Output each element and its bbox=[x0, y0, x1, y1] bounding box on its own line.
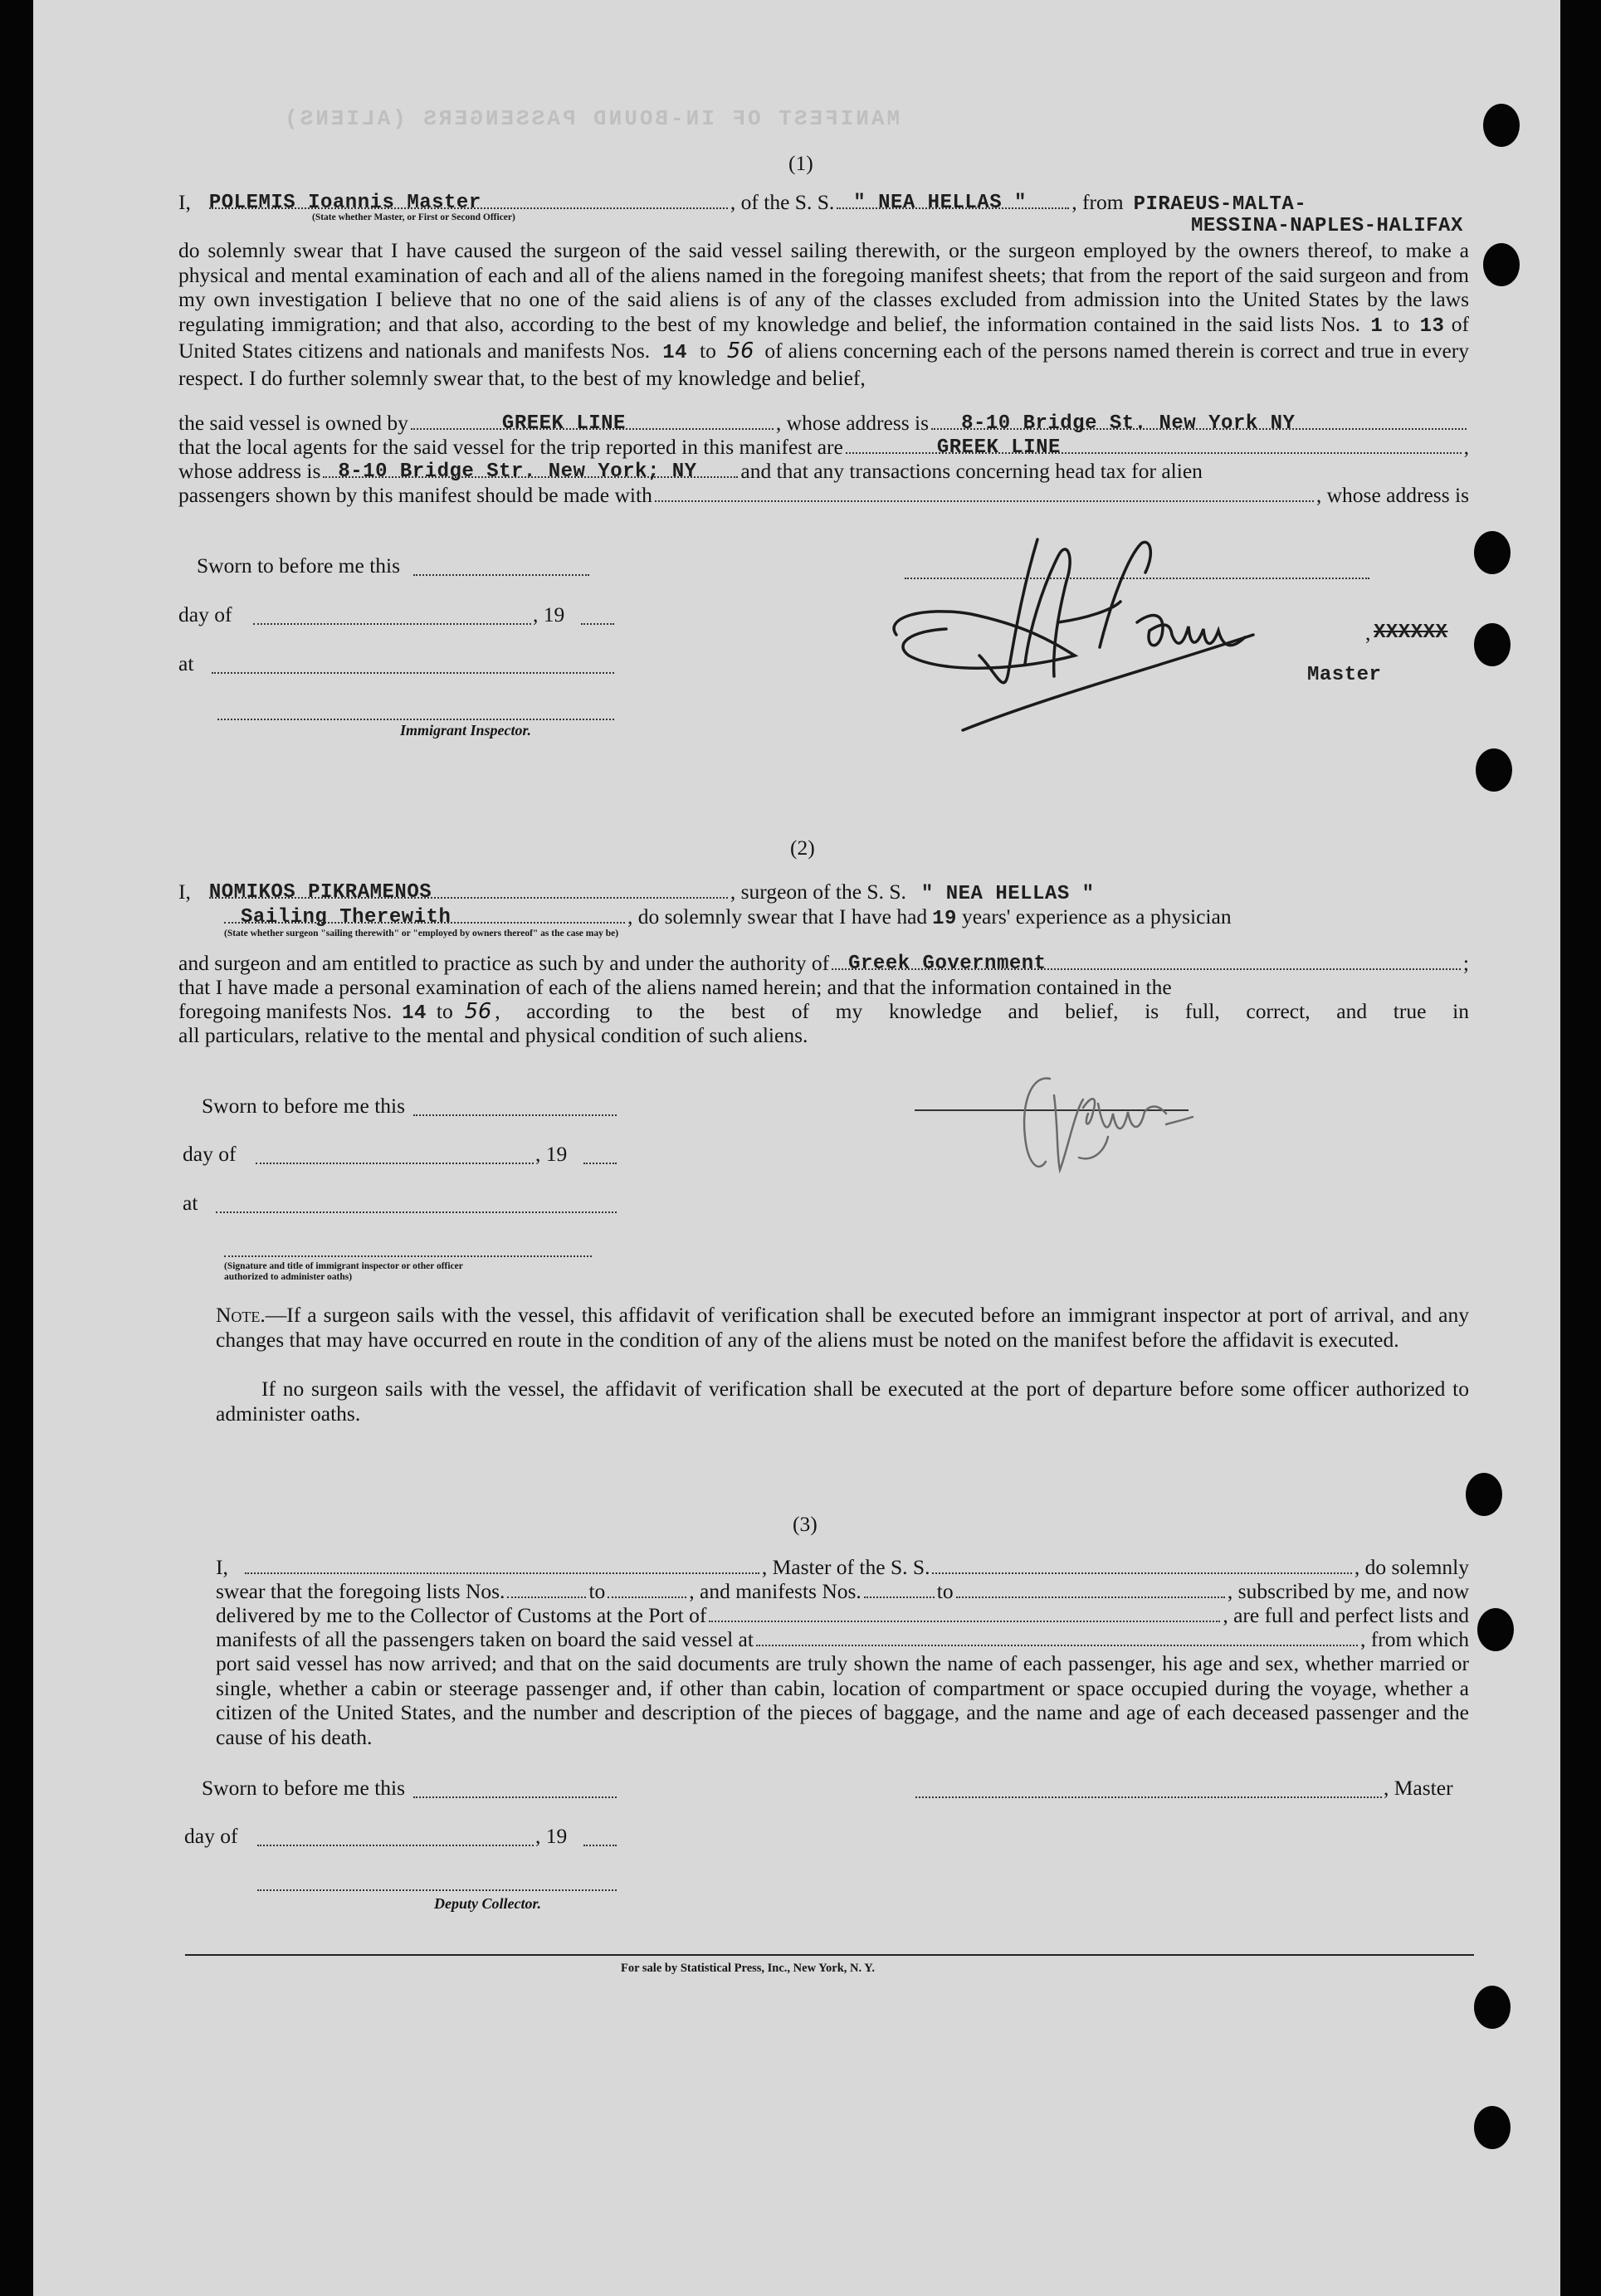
manifests-all-label: manifests of all the passengers taken on board the said vessel at bbox=[216, 1627, 754, 1651]
immigrant-inspector-caption: Immigrant Inspector. bbox=[400, 722, 532, 739]
section-1-header-line bbox=[178, 190, 1469, 215]
year-3-line bbox=[583, 1845, 617, 1846]
punch-hole bbox=[1483, 104, 1520, 147]
section-2-body-text-3: all particulars, relative to the mental and physical condition of such aliens. bbox=[178, 1023, 808, 1047]
authority-label: and surgeon and am entitled to practice as such by and under the authority of bbox=[178, 951, 830, 975]
sworn-3-label: Sworn to before me this bbox=[202, 1776, 406, 1800]
at-1-line bbox=[212, 672, 614, 674]
faint-header: MANIFEST OF IN-BOUND PASSENGERS (ALIENS) bbox=[282, 106, 901, 131]
punch-hole bbox=[1476, 748, 1512, 792]
surgeon-of-label: , surgeon of the S. S. bbox=[730, 880, 906, 904]
head-tax-line bbox=[178, 483, 1469, 508]
head-tax-label: and that any transactions concerning head tax for alien bbox=[740, 459, 1203, 483]
collector-line bbox=[257, 1889, 617, 1891]
owner-line bbox=[178, 411, 1469, 436]
day-of-1-label: day of bbox=[178, 602, 232, 626]
inspector-1-line bbox=[217, 719, 614, 720]
deputy-collector-caption: Deputy Collector. bbox=[434, 1895, 541, 1912]
section-1-body-text: do solemnly swear that I have caused the surgeon of the said vessel sailing therewith, or the surgeon employed by the owners thereof, to make a physical and mental examination of each and all of the aliens named in the foregoing manifest sheets; that from the report of the said surgeon and from my own investigation I believe that no one of the said aliens is of any of the classes excluded from admission into the United States by the laws regulating immigration; and that also, according to the best of my knowledge and belief, the information contained in the said lists Nos. bbox=[178, 238, 1469, 336]
section-2-manifests-to: 56 bbox=[464, 999, 492, 1024]
surgeon-status: Sailing Therewith bbox=[241, 905, 452, 929]
punch-hole bbox=[1466, 1473, 1502, 1516]
authority-line: and surgeon and am entitled to practice as such by and under the authority of Greek Government ; bbox=[178, 951, 1469, 975]
owner-address-label: , whose address is bbox=[775, 411, 930, 435]
agents-label: that the local agents for the said vessel for the trip reported in this manifest are bbox=[178, 435, 843, 459]
voyage-from-continued: MESSINA-NAPLES-HALIFAX bbox=[1191, 215, 1463, 237]
swear-lists-label: swear that the foregoing lists Nos. bbox=[216, 1579, 505, 1603]
manifests-from: 14 bbox=[662, 342, 688, 364]
section-3-to-label-2: to bbox=[936, 1579, 954, 1603]
section-3-number: (3) bbox=[793, 1512, 818, 1536]
punch-hole bbox=[1474, 531, 1511, 574]
agents-address-line bbox=[178, 459, 1469, 484]
at-2-line bbox=[216, 1211, 617, 1213]
from-which-label: , from which bbox=[1359, 1627, 1469, 1651]
master-3-line bbox=[915, 1796, 1382, 1798]
years-experience: 19 bbox=[932, 908, 957, 930]
section-2-to-label: to bbox=[436, 999, 453, 1023]
section-2-body bbox=[178, 975, 1469, 1000]
manifest-page: MANIFEST OF IN-BOUND PASSENGERS (ALIENS) (1) I, POLEMIS Ioannis Master , of the S. S. " NEA HELLAS " , from PIRAEUS-MALTA- (State whether Master, or First or Second Officer) MESSINA-NAPLES-HALIFAX do solemnly swear that I have caused the surgeon of the said vessel sailing therewith, or the surgeon employed by the owners thereof, to make a physical and mental examination of each and all of the aliens named in the foregoing manifest sheets; that from the report of the said surgeon and from my own investigation I believe that no one of the said aliens is of any of the classes excluded from admission into the United States by the laws regulating immigration; and that also, according to the best of my knowledge and belief, the information contained in the said lists Nos. 1 to 13 of United States citizens and nationals and manifests Nos. 14 to 56 of aliens concerning each of the persons named therein is correct and true in every respect. I do further solemnly swear that, to the best of my knowledge and belief, the said vessel is owned by GREEK LINE , whose address is 8-10 Bridge St. New York NY that the local agents for the said vessel for the trip reported in this manifest are GREEK LINE , whose address is 8-10 Bridge Str. New York; NY and that any transactions concerning head tax for alien passengers shown by this manifest should be made with , whose address is Sworn to before me this day of , 19 at Immigrant Inspector. , XXXXXX Master (2) I, NOMIKOS PIKRAMENOS , surgeon of the S. S. " NEA HELLAS " Sailing Therewith , do solemnly swear that I have had 19 years' experience as a physician (State whether surgeon "sailing therewith" or "employed by owners thereof" as the case may be) and surgeon and am entitled to practice as such by and under the authority of Greek Government ; that I have made a personal examination of each of the aliens named herein; and that the information contained in the foregoing manifests Nos. 14 to 56 , according to the best of my knowledge and belief, is full, correct, and true in all particulars, relative to the mental and physical condition of such aliens. Sworn to before me this day of , 19 at (Signature and title of immigrant inspector or other officer authorized to administer oaths) Note.—If a surgeon sails with the vessel, this affidavit of verification shall be executed before an immigrant inspector at port of arrival, and any changes that may have occurred en route in the condition of any of the aliens must be noted on the manifest before the affidavit is executed. If no surgeon sails with the vessel, the affidavit of verification shall be executed at the port of departure before some officer authorized to administer oaths. (3) I, , Master of the S. S. , do solemnly swear that the foregoing lists Nos. to , and manifests Nos. to , subscribed by me, and now delivered by me to the Collector of Customs at the Port of , are full and perfect lists and manifests of all the passengers taken on board the said vessel at , from which port said vessel has now arrived; and that on the said documents are truly shown the name of each passenger, his age and sex, whether married or single, whether a cabin or steerage passenger and, if other than cabin, location of compartment or space occupied during the voyage, whether a citizen of the United States, and the number and description of the pieces of baggage, and the name and age of each deceased passenger and the cause of his death. Sworn to before me this , Master day of , 19 Deputy Collector. For sale by Statistical Press, Inc., New York, N. Y. bbox=[33, 0, 1560, 2296]
from-label: , from bbox=[1071, 190, 1124, 214]
lists-from: 1 bbox=[1370, 314, 1384, 338]
and-manifests-label: , and manifests Nos. bbox=[689, 1579, 862, 1603]
surgeon-name: NOMIKOS PIKRAMENOS bbox=[208, 880, 432, 904]
surgeon-header-line bbox=[178, 880, 1469, 904]
section-2-i-label: I, bbox=[178, 880, 191, 904]
surgeon-status-caption: (State whether surgeon "sailing therewith" or "employed by owners thereof" as the case may be) bbox=[224, 929, 619, 938]
do-solemnly-label: , do solemnly bbox=[1354, 1555, 1469, 1579]
punch-hole bbox=[1474, 1986, 1511, 2029]
passengers-label: passengers shown by this manifest should be made with bbox=[178, 483, 652, 507]
whose-address-is-label: , whose address is bbox=[1315, 483, 1469, 507]
section-1-i-label: I, bbox=[178, 190, 191, 214]
year-1-line bbox=[581, 623, 614, 625]
section-1-body-text-2: of United States citizens and nationals and manifests Nos. bbox=[178, 311, 1470, 363]
section-2-body-text-2: , according to the best of my knowledge and belief, is full, correct, and true in bbox=[495, 999, 1469, 1023]
section-3-body bbox=[216, 1651, 1469, 1749]
day-of-1-line bbox=[253, 623, 531, 625]
owned-by-label: the said vessel is owned by bbox=[178, 411, 408, 435]
sworn-3-line bbox=[413, 1796, 617, 1798]
section-1-rank-caption: (State whether Master, or First or Second Officer) bbox=[312, 212, 515, 222]
authority-value: Greek Government bbox=[848, 952, 1047, 975]
struck-rank: XXXXXX bbox=[1374, 622, 1448, 644]
foregoing-label: foregoing manifests Nos. bbox=[178, 999, 393, 1023]
note-label: Note. bbox=[216, 1303, 266, 1327]
owner-address: 8-10 Bridge St. New York NY bbox=[961, 412, 1296, 435]
punch-hole bbox=[1474, 2106, 1511, 2149]
note-block bbox=[216, 1303, 1469, 1352]
local-agents: GREEK LINE bbox=[936, 436, 1061, 459]
signer-rank: Master bbox=[1307, 664, 1382, 686]
section-2-number: (2) bbox=[790, 836, 815, 860]
section-3-body-text: port said vessel has now arrived; and that on the said documents are truly shown the name of each passenger, his age and sex, whether married or single, whether a cabin or steerage passenger and, if other than cabin, location of compartment or space occupied during the voyage, whether a citizen of the United States, and the number and description of the pieces of baggage, and the name and age of each deceased passenger and the cause of his death. bbox=[216, 1651, 1469, 1749]
of-ss-label: , of the S. S. bbox=[730, 190, 835, 214]
punch-hole bbox=[1477, 1608, 1514, 1651]
day-of-2-label: day of bbox=[183, 1142, 237, 1166]
voyage-from: PIRAEUS-MALTA- bbox=[1133, 193, 1307, 216]
section-3-line-4 bbox=[216, 1627, 1469, 1652]
section-3-line-3 bbox=[216, 1603, 1469, 1628]
note-text-1: —If a surgeon sails with the vessel, this affidavit of verification shall be executed before an immigrant inspector at port of arrival, and any changes that may have occurred en route in the condition of any of the aliens must be noted on the manifest before the affidavit is executed. bbox=[216, 1303, 1469, 1352]
master-3-label: , Master bbox=[1384, 1776, 1453, 1800]
section-1-body bbox=[178, 238, 1469, 390]
at-2-label: at bbox=[183, 1191, 198, 1215]
sworn-1-label: Sworn to before me this bbox=[197, 553, 401, 578]
delivered-label: delivered by me to the Collector of Customs at the Port of bbox=[216, 1603, 707, 1627]
agents-address-label: whose address is bbox=[178, 459, 321, 483]
year-3-label: , 19 bbox=[535, 1824, 568, 1848]
day-of-3-label: day of bbox=[184, 1824, 238, 1848]
vessel-owner: GREEK LINE bbox=[501, 412, 626, 435]
note-block-2 bbox=[216, 1377, 1469, 1426]
master-of-label: , Master of the S. S. bbox=[761, 1555, 930, 1579]
lists-to: 13 bbox=[1419, 314, 1445, 338]
surgeon-status-line bbox=[178, 904, 1469, 929]
lists-to-label: to bbox=[1393, 311, 1410, 336]
section-3-line-1 bbox=[216, 1555, 1469, 1580]
years-label: years' experience as a physician bbox=[961, 904, 1232, 929]
year-2-label: , 19 bbox=[535, 1142, 568, 1166]
section-3-i-label: I, bbox=[216, 1555, 228, 1579]
punch-hole bbox=[1474, 623, 1511, 666]
section-2-body-text: that I have made a personal examination of each of the aliens named herein; and that the information contained in the bbox=[178, 975, 1172, 999]
master-name: POLEMIS Ioannis Master bbox=[208, 191, 481, 214]
vessel-name: " NEA HELLAS " bbox=[853, 191, 1027, 214]
day-of-3-line bbox=[257, 1845, 534, 1846]
sworn-1-line bbox=[413, 574, 589, 576]
manifests-to: 56 bbox=[726, 339, 754, 363]
section-1-body-text-3: of aliens concerning each of the persons named therein is correct and true in every respect. I do further solemnly swear that, to the best of my knowledge and belief, bbox=[178, 339, 1470, 390]
manifests-to-label: to bbox=[700, 339, 716, 363]
master-signature bbox=[863, 531, 1328, 772]
printer-credit: For sale by Statistical Press, Inc., New York, N. Y. bbox=[621, 1962, 875, 1975]
section-2-manifests-line bbox=[178, 999, 1469, 1024]
section-2-vessel: " NEA HELLAS " bbox=[920, 883, 1095, 905]
section-1-number: (1) bbox=[788, 151, 813, 175]
at-1-label: at bbox=[178, 651, 194, 675]
are-full-label: , are full and perfect lists and bbox=[1223, 1603, 1469, 1627]
footer-rule bbox=[185, 1954, 1474, 1956]
surgeon-signature bbox=[1000, 1062, 1216, 1187]
inspector-2-line bbox=[224, 1255, 592, 1257]
section-2-last-line bbox=[178, 1023, 1469, 1048]
agents-address: 8-10 Bridge Str. New York; NY bbox=[338, 460, 697, 483]
sworn-2-label: Sworn to before me this bbox=[202, 1094, 406, 1118]
sworn-2-line bbox=[413, 1114, 617, 1116]
swear-label: , do solemnly swear that I have had bbox=[627, 904, 928, 929]
section-3-line-2 bbox=[216, 1579, 1469, 1604]
agents-line: that the local agents for the said vessel for the trip reported in this manifest are GREEK LINE , bbox=[178, 435, 1469, 459]
note-text-2: If no surgeon sails with the vessel, the affidavit of verification shall be executed at the port of departure before some officer authorized to administer oaths. bbox=[216, 1377, 1469, 1426]
subscribed-label: , subscribed by me, and now bbox=[1227, 1579, 1469, 1603]
inspector-2-caption: (Signature and title of immigrant inspector or other officer authorized to administer oaths) bbox=[224, 1261, 463, 1282]
year-2-line bbox=[583, 1163, 617, 1164]
punch-hole bbox=[1483, 243, 1520, 286]
section-3-to-label-1: to bbox=[588, 1579, 606, 1603]
day-of-2-line bbox=[256, 1163, 534, 1164]
year-1-label: , 19 bbox=[533, 602, 565, 626]
section-2-manifests-from: 14 bbox=[402, 1002, 427, 1025]
